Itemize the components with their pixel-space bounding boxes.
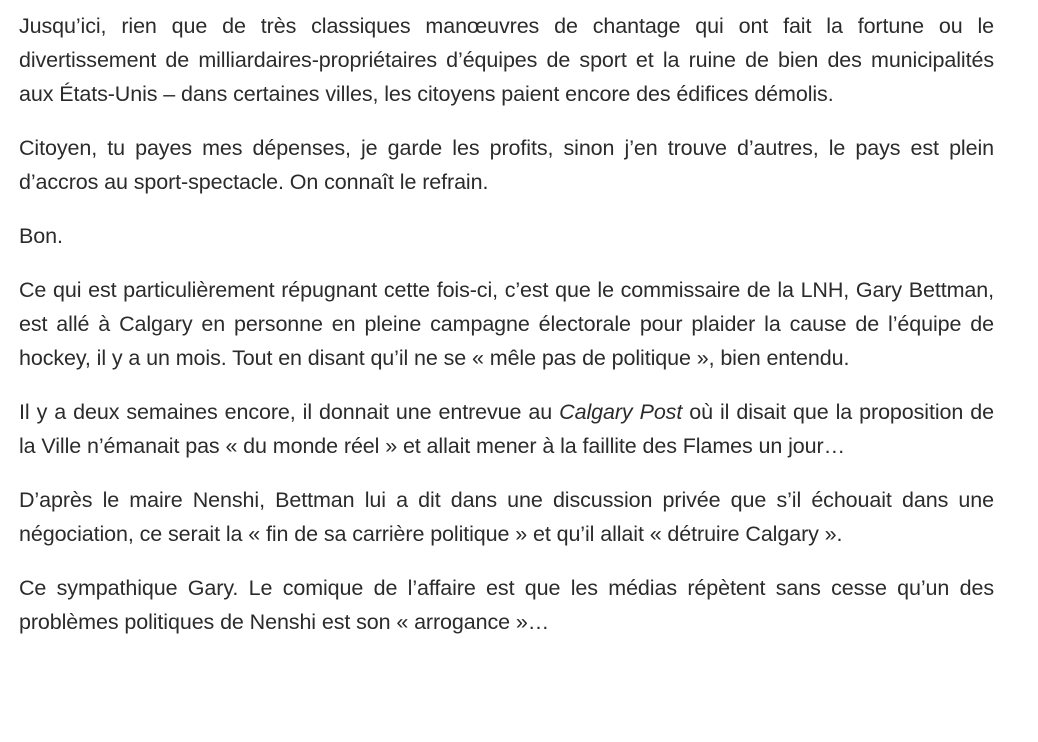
paragraph-6: D’après le maire Nenshi, Bettman lui a dit dans une discussion privée que s’il échouait dans une négociation, ce serait la « fin de sa carrière politique » et qu’il allait « détruire Calgary ». — [19, 488, 994, 546]
paragraph-5 — [19, 395, 994, 463]
article-body — [19, 0, 994, 639]
paragraph-2: Citoyen, tu payes mes dépenses, je garde les profits, sinon j’en trouve d’autres, le pays est plein d’accros au sport-spectacle. On connaît le refrain. — [19, 136, 994, 194]
paragraph-5-text-before: Il y a deux semaines encore, il donnait une entrevue au — [19, 400, 560, 424]
paragraph-4: Ce qui est particulièrement répugnant cette fois-ci, c’est que le commissaire de la LNH, Gary Bettman, est allé à Calgary en personne en pleine campagne électorale pour plaider la cause de l’équipe de hockey, il y a un mois. Tout en disant qu’il ne se « mêle pas de politique », bien entendu. — [19, 278, 994, 370]
paragraph-3: Bon. — [19, 224, 63, 248]
paragraph-1: Jusqu’ici, rien que de très classiques manœuvres de chantage qui ont fait la fortune ou le divertissement de milliardaires-propriétaires d’équipes de sport et la ruine de bien des municipalités aux États-Unis – dans certaines villes, les citoyens paient encore des édifices démolis. — [19, 14, 994, 106]
publication-name-calgary-post: Calgary Post — [559, 400, 683, 424]
paragraph-5-text-after: où il disait que la proposition de la Ville n’émanait pas « du monde réel » et allait mener à la faillite des Flames un jour… — [19, 400, 994, 458]
paragraph-7: Ce sympathique Gary. Le comique de l’affaire est que les médias répètent sans cesse qu’un des problèmes politiques de Nenshi est son « arrogance »… — [19, 576, 994, 634]
